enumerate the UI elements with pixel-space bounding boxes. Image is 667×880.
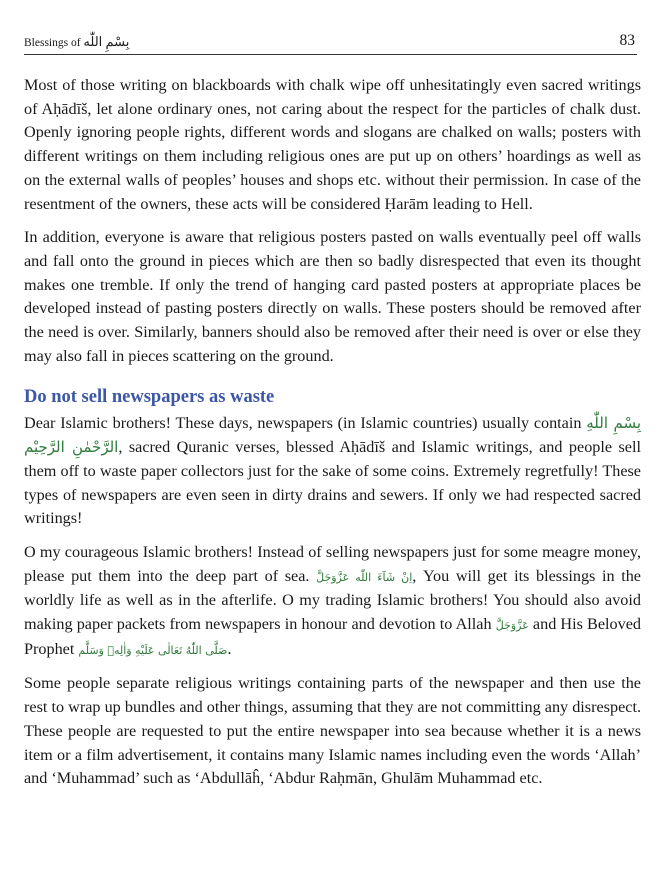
arabic-azza-wa-jal: عَزَّوَجَلَّ	[495, 619, 529, 633]
running-title-text: Blessings of	[24, 37, 81, 49]
paragraph-wrapping-bundles: Some people separate religious writings containing parts of the newspaper and then use the rest to wrap up bundles and other things, assuming that they are not committing any disrespect. These people are requested to put the entire newspaper into sea because whether it is a news item or a film advertisement, it contains many Islamic names including even the words ‘Allah’ and ‘Muhammad’ such as ‘Abdullāĥ, ‘Abdur Raḥmān, Ghulām Muhammad etc.	[24, 674, 641, 788]
text-segment: Dear Islamic brothers! These days, newspapers (in Islamic countries) usually contain	[24, 414, 582, 433]
text-segment: .	[227, 639, 232, 658]
paragraph-religious-posters: In addition, everyone is aware that religious posters pasted on walls eventually peel off walls and fall onto the ground in pieces which are then so badly disrespected that even its thought makes one tremble. If only the trend of hanging card pasted posters at appropriate places be developed instead of pasting posters directly on walls. These posters should be removed after the need is over. Similarly, banners should also be removed after their need is over or else they may also fall in pieces scattering on the ground.	[24, 228, 641, 365]
text-segment: , You will get its blessings in the worldly life as well as in the afterlife. O my trading Islamic brothers! You should also avoid making paper packets from newspapers in honour and devotion to Allah	[24, 566, 641, 634]
page-body	[24, 74, 641, 801]
section-heading: Do not sell newspapers as waste	[24, 387, 275, 408]
arabic-salawat: صَلَّى اللّٰهُ تَعَالٰى عَلَيْهِ وَاٰلِهٖ وَسَلَّم	[78, 643, 228, 657]
arabic-bismillah: بِسْمِ اللّٰهِ الرَّحْمٰنِ الرَّحِيْم	[24, 414, 641, 457]
text-segment: O my courageous Islamic brothers! Instead of selling newspapers just for some meagre money, please put them into the deep part of sea.	[24, 542, 641, 585]
arabic-insha-allah: اِنْ شَآءَ اللّٰه عَزَّوَجَلَّ	[316, 570, 413, 584]
paragraph-chalk-writings: Most of those writing on blackboards with chalk wipe off unhesitatingly even sacred writings of Aḥādīš, let alone ordinary ones, not caring about the respect for the particles of chalk dust. Openly ignoring people rights, different words and slogans are chalked on walls; posters with different writings on them including religious ones are put up on others’ hoardings as well as on the external walls of peoples’ houses and shops etc. without their permission. In case of the resentment of the owners, these acts will be considered Ḥarām leading to Hell.	[24, 76, 641, 213]
paragraph-courageous-brothers	[24, 541, 641, 663]
page-number: 83	[619, 32, 635, 49]
running-title	[24, 34, 129, 50]
running-header	[24, 28, 637, 55]
running-title-arabic: بِسْمِ اللّٰه	[83, 34, 130, 49]
text-segment: , sacred Quranic verses, blessed Aḥādīš and Islamic writings, and people sell them off to waste paper collectors just for the sake of some coins. Extremely regretfully! These types of newspapers are even seen in dirty drains and sewers. If only we had respected sacred writings!	[24, 438, 641, 528]
text-segment: and His Beloved Prophet	[24, 615, 642, 658]
paragraph-newspapers	[24, 412, 641, 531]
